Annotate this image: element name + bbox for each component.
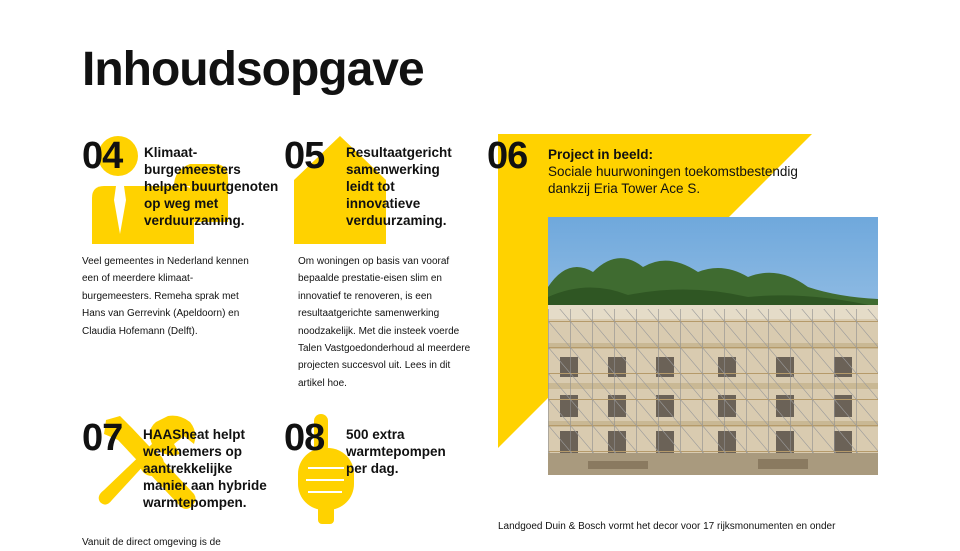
item-body-04: Veel gemeentes in Nederland kennen een of meerdere klimaat- burgemeesters. Remeha sprak met Hans van Gerrevink (Apeldoorn) en Claudia Hofemann (Delft). [82, 256, 249, 337]
project-photo [548, 217, 878, 475]
item-number-08: 08 [284, 417, 325, 459]
item-caption-06: Landgoed Duin & Bosch vormt het decor voor 17 rijksmonumenten en onder [498, 521, 836, 532]
item-number-06: 06 [487, 135, 528, 177]
item-body-05: Om woningen op basis van vooraf bepaalde prestatie-eisen slim en innovatief te renoveren, is een resultaatgerichte samenwerking noodzakelijk. Met die insteek voerde Talen Vastgoedonderhoud al meerdere projecten succesvol uit. Lees in dit artikel hoe. [298, 256, 471, 389]
item-number-07: 07 [82, 417, 123, 459]
item-heading-05[interactable]: Resultaatgericht samenwerking leidt tot innovatieve verduurzaming. [346, 145, 452, 228]
item-number-04: 04 [82, 135, 123, 177]
item-heading-07[interactable]: HAASheat helpt werknemers op aantrekkelijke manier aan hybride warmtepompen. [143, 427, 267, 510]
item-heading-04[interactable]: Klimaat- burgemeesters helpen buurtgenoten op weg met verduurzaming. [144, 145, 279, 228]
item-body-07: Vanuit de direct omgeving is de [82, 537, 221, 548]
item-heading-08[interactable]: 500 extra warmtepompen per dag. [346, 427, 446, 476]
page-title: Inhoudsopgave [82, 43, 424, 96]
item-subheading-06: Sociale huurwoningen toekomstbestendig dankzij Eria Tower Ace S. [548, 164, 798, 196]
item-heading-06[interactable]: Project in beeld: [548, 147, 654, 162]
item-number-05: 05 [284, 135, 325, 177]
